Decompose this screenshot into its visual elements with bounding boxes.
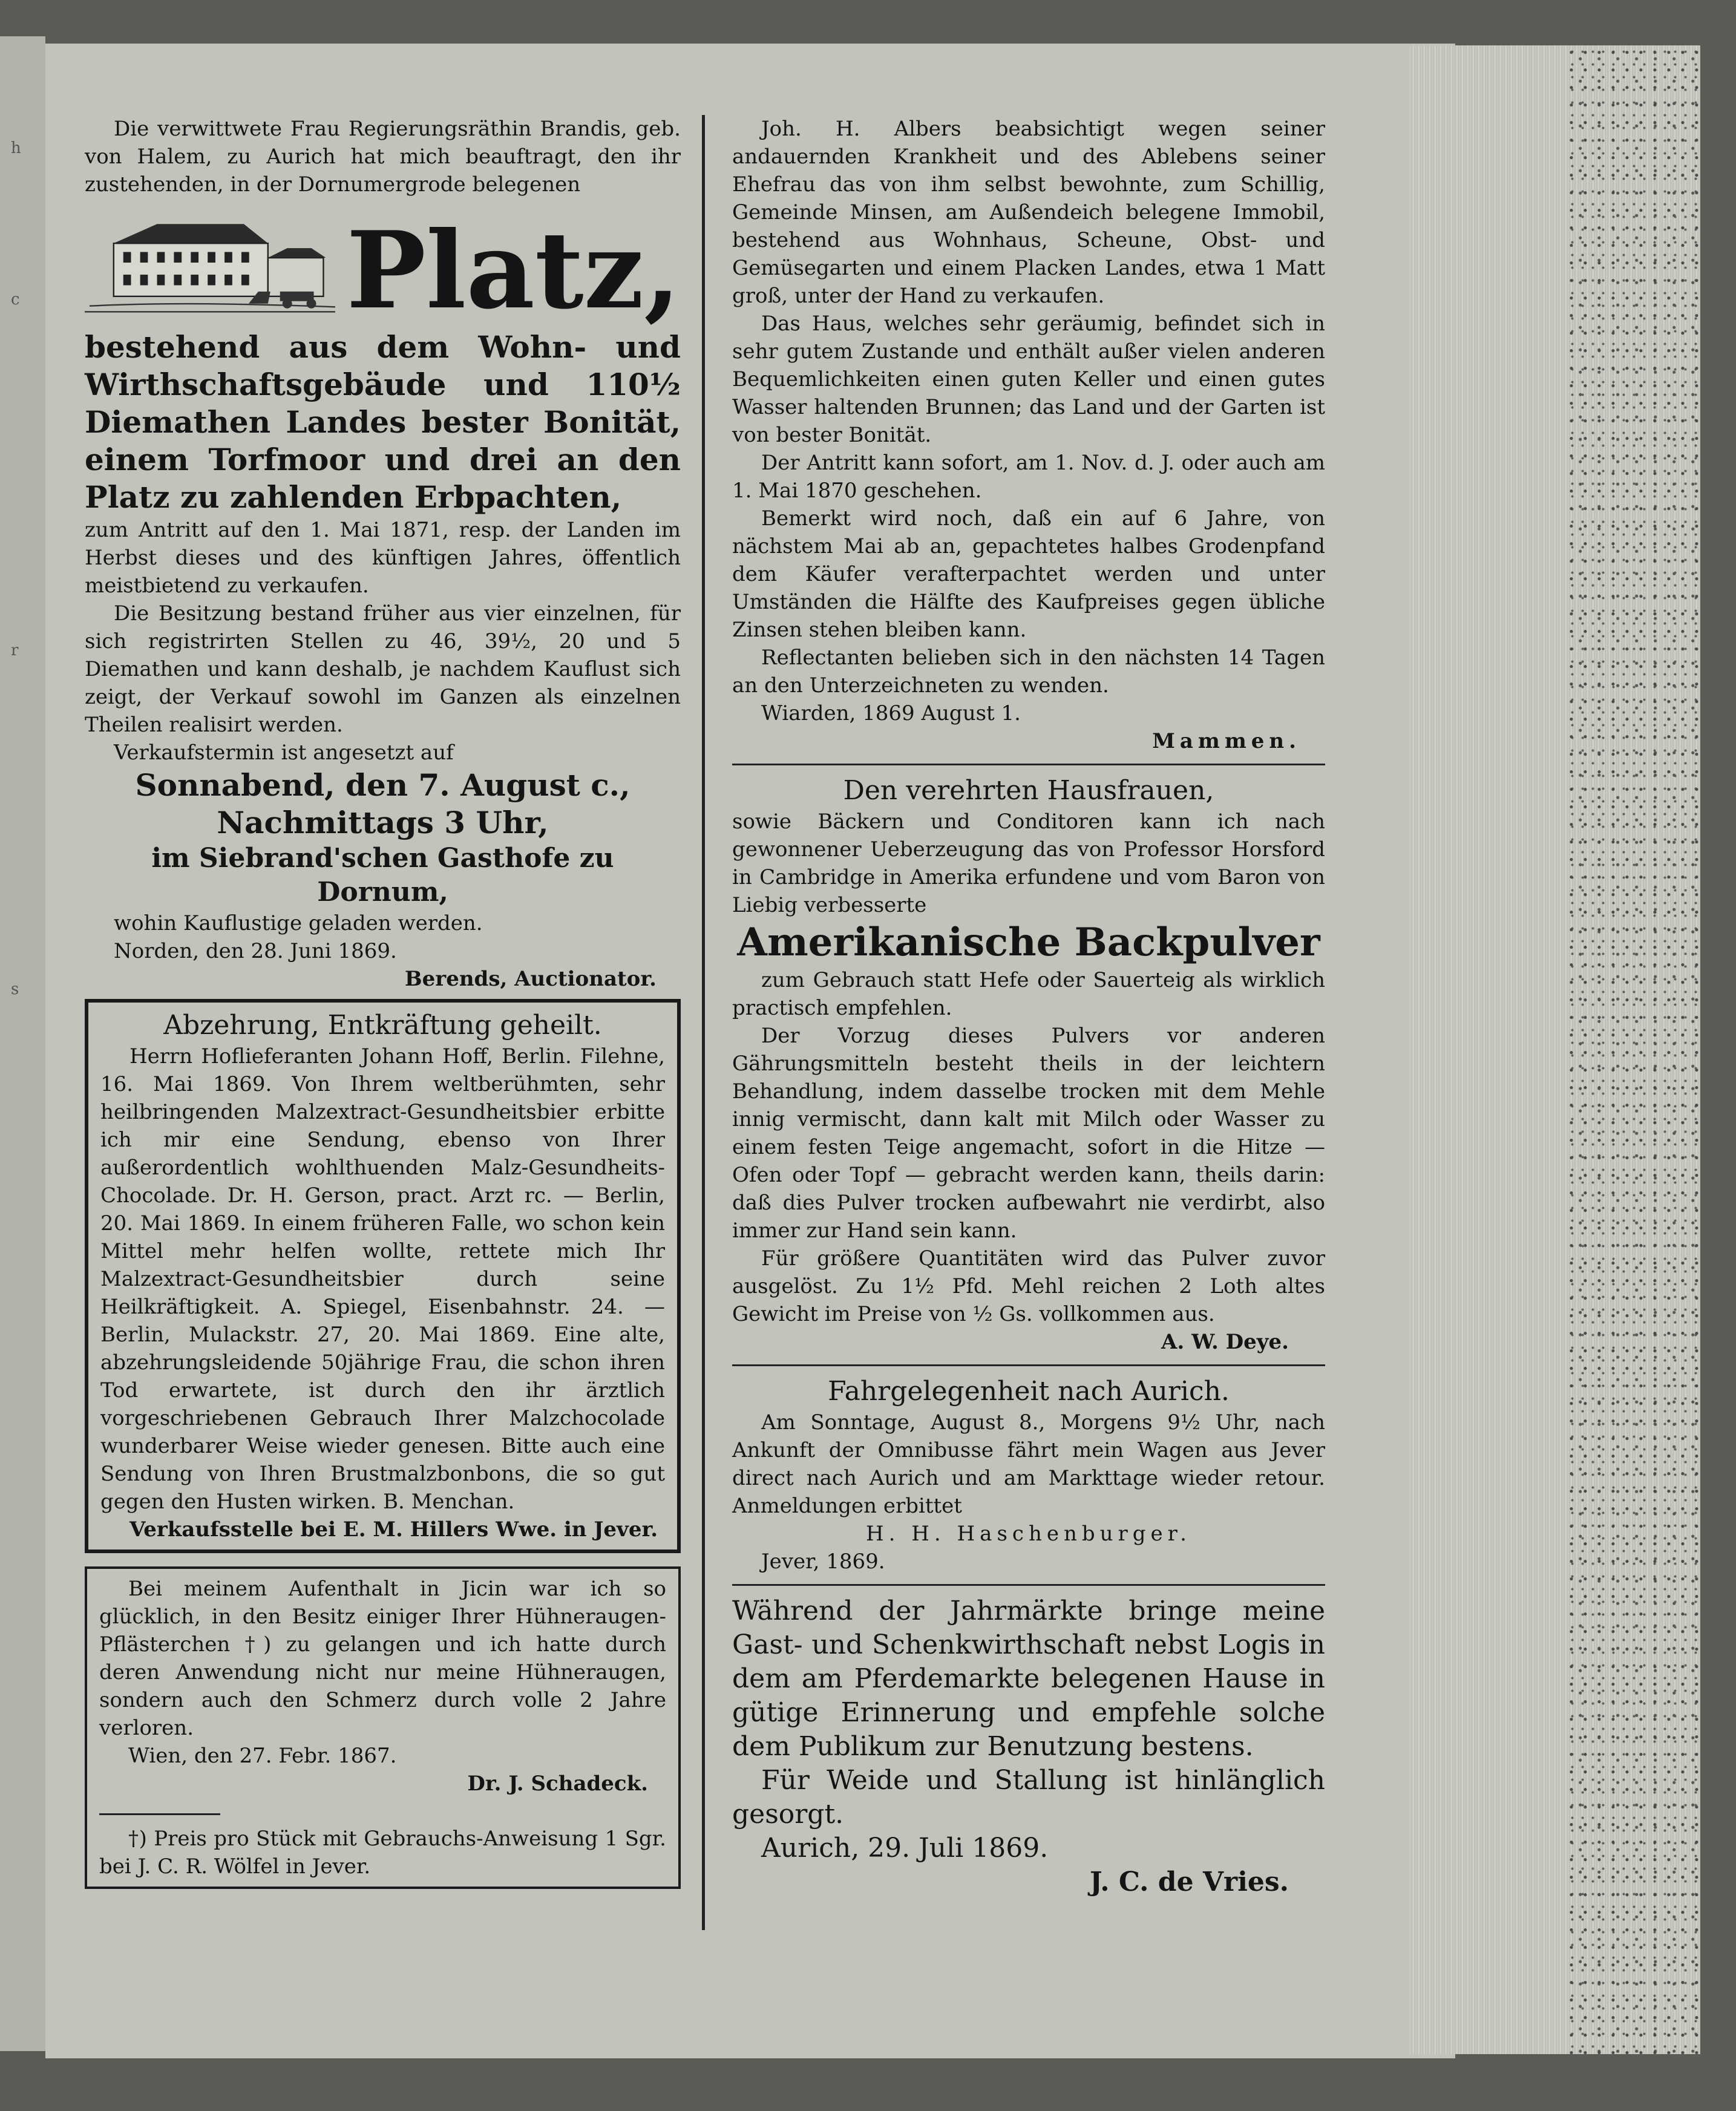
backpulver-product: Amerikanische Backpulver [737,920,1320,965]
platz-advertisement [85,115,681,993]
backpulver-headline: Den verehrten Hausfrauen, [843,775,1214,806]
backpulver-body: Der Vorzug dieses Pulvers vor anderen Gährungsmitteln besteht theils in der leichtern Behandlung, indem dasselbe trocken mit dem Mehle innig vermischt, dann kalt mit Milch oder Wasser zu einem festen Teige angemacht, sofort in die Hitze — Ofen oder Topf — gebracht werden kann, theils darin: daß dies Pulver trocken aufbewahrt nie verdirbt, also immer zur Hand sein kann. [732,1024,1325,1243]
platz-dateline: Norden, den 28. Juni 1869. [114,939,397,963]
platz-invite: wohin Kauflustige geladen werden. [114,911,483,935]
backpulver-body-2: Für größere Quantitäten wird das Pulver zuvor ausgelöst. Zu 1½ Pfd. Mehl reichen 2 Loth altes Gewicht im Preise von ½ Gs. vollkommen aus. [732,1246,1325,1326]
previous-page-gutter [0,36,45,2051]
corn-signature: Dr. J. Schadeck. [467,1772,648,1796]
albers-paragraph-1: Joh. H. Albers beabsichtigt wegen seiner andauernden Krankheit und des Ablebens seiner Ehefrau das von ihm selbst bewohnte, zum Schillig, Gemeinde Minsen, am Außendeich belegene Immobil, bestehend aus Wohnhaus, Scheune, Obst- und Gemüsegarten und einem Placken Landes, etwa 1 Matt groß, unter der Hand zu verkaufen. [732,117,1325,308]
manor-house-illustration [85,201,335,329]
separator-rule [732,1584,1325,1586]
albers-paragraph-3: Der Antritt kann sofort, am 1. Nov. d. J. oder auch am 1. Mai 1870 geschehen. [732,451,1325,503]
platz-signature: Berends, Auctionator. [404,967,657,991]
malz-advertisement [85,999,681,1553]
gutter-fragment: s [11,980,19,998]
backpulver-advertisement [732,774,1325,1356]
platz-subheadline: bestehend aus dem Wohn- und Wirthschaftsgebäude und 110½ Diemathen Landes bester Bonität, einem Torfmoor und drei an den Platz zu zahlenden Erbpachten, [85,329,681,515]
backpulver-intro: sowie Bäckern und Conditoren kann ich nach gewonnener Ueberzeugung das von Professor Horsford in Cambridge in Amerika erfundene und vom Baron von Liebig verbesserte [732,810,1325,917]
platz-intro: Die verwittwete Frau Regierungsräthin Brandis, geb. von Halem, zu Aurich hat mich beauftragt, den ihr zustehenden, in der Dornumergrode belegenen [85,117,681,197]
platz-termin-day: Sonnabend, den 7. August c., [135,767,631,803]
malz-outlet: Verkaufsstelle bei E. M. Hillers Wwe. in Jever. [129,1517,658,1542]
albers-paragraph-2: Das Haus, welches sehr geräumig, befindet sich in sehr gutem Zustande und enthält außer vielen anderen Bequemlichkeiten einen guten Keller und einen gutes Wasser haltenden Brunnen; das Land und der Garten ist von bester Bonität. [732,312,1325,447]
foxing-speckles [1567,45,1700,2054]
albers-signature: Mammen. [1152,729,1301,753]
corn-footnote: †) Preis pro Stück mit Gebrauchs-Anweisung 1 Sgr. bei J. C. R. Wölfel in Jever. [99,1827,666,1879]
albers-dateline: Wiarden, 1869 August 1. [761,701,1021,725]
fahrt-body: Am Sonntage, August 8., Morgens 9½ Uhr, nach Ankunft der Omnibusse fährt mein Wagen aus Jever direct nach Aurich und am Markttage wieder retour. Anmeldungen erbittet [732,1410,1325,1518]
fahrt-dateline: Jever, 1869. [761,1550,885,1574]
jahrmarkt-body: Während der Jahrmärkte bringe meine Gast- und Schenkwirthschaft nebst Logis in dem am Pferdemarkte belegenen Hause in gütige Erinnerung und empfehle solche dem Publikum zur Benutzung bestens. [732,1596,1325,1762]
corn-plaster-advertisement [85,1566,681,1889]
albers-advertisement [732,115,1325,755]
gutter-fragment: h [11,139,21,157]
corn-body: Bei meinem Aufenthalt in Jicin war ich so glücklich, in den Besitz einiger Ihrer Hühneraugen-Pflästerchen †) zu gelangen und ich hatte durch deren Anwendung nicht nur meine Hühneraugen, sondern auch den Schmerz durch volle 2 Jahre verloren. [99,1577,666,1740]
gutter-fragment: r [11,641,19,659]
albers-paragraph-4: Bemerkt wird noch, daß ein auf 6 Jahre, von nächstem Mai ab an, gepachtetes halbes Grodenpfand dem Käufer verafterpachtet werden und unter Umständen die Hälfte des Kaufpreises gegen übliche Zinsen stehen bleiben kann. [732,506,1325,642]
platz-termin-time: Nachmittags 3 Uhr, [217,805,549,840]
fahrt-advertisement [732,1375,1325,1576]
jahrmarkt-signature: J. C. de Vries. [1089,1867,1289,1897]
fahrt-headline: Fahrgelegenheit nach Aurich. [828,1376,1230,1407]
jahrmarkt-advertisement [732,1594,1325,1899]
platz-header-row [85,198,681,333]
gutter-fragment: c [11,290,20,309]
platz-body-2: Die Besitzung bestand früher aus vier einzelnen, für sich registrirten Stellen zu 46, 39½, 20 und 5 Diemathen und kann deshalb, je nachdem Kauflust sich zeigt, der Verkauf sowohl im Ganzen als einzelnen Theilen realisirt werden. [85,601,681,737]
jahrmarkt-dateline: Aurich, 29. Juli 1869. [761,1833,1049,1864]
left-column [85,115,681,1889]
right-column [732,115,1325,1899]
backpulver-signature: A. W. Deye. [1161,1330,1289,1354]
albers-paragraph-5: Reflectanten belieben sich in den nächsten 14 Tagen an den Unterzeichneten zu wenden. [732,646,1325,698]
malz-body: Herrn Hoflieferanten Johann Hoff, Berlin. Filehne, 16. Mai 1869. Von Ihrem weltberühmten, sehr heilbringenden Malzextract-Gesundheitsbier erbitte ich mir eine Sendung, ebenso von Ihrer außerordentlich wohlthuenden Malz-Gesundheits-Chocolade. Dr. H. Gerson, pract. Arzt rc. — Berlin, 20. Mai 1869. In einem früheren Falle, wo schon kein Mittel mehr helfen wollte, rettete mich Ihr Malzextract-Gesundheitsbier durch seine Heilkräftigkeit. A. Spiegel, Eisenbahnstr. 24. — Berlin, Mulackstr. 27, 20. Mai 1869. Eine alte, abzehrungsleidende 50jährige Frau, die schon ihren Tod erwartete, ist durch den ihr ärztlich vorgeschriebenen Gebrauch Ihrer Malzchocolade wunderbarer Weise wieder genesen. Bitte auch eine Sendung von Ihren Brustmalzbonbons, die so gut gegen den Husten wirken. B. Menchan. [100,1044,665,1514]
book-page-edges [1410,45,1700,2054]
malz-headline: Abzehrung, Entkräftung geheilt. [163,1010,602,1041]
platz-termin-place: im Siebrand'schen Gasthofe zu Dornum, [151,843,614,908]
corn-dateline: Wien, den 27. Febr. 1867. [128,1744,397,1768]
separator-rule [732,764,1325,765]
separator-rule [732,1364,1325,1366]
backpulver-use: zum Gebrauch statt Hefe oder Sauerteig als wirklich practisch empfehlen. [732,968,1325,1020]
platz-headline: Platz, [346,209,681,333]
platz-body-1: zum Antritt auf den 1. Mai 1871, resp. der Landen im Herbst dieses und des künftigen Jahres, öffentlich meistbietend zu verkaufen. [85,518,681,598]
jahrmarkt-body-2: Für Weide und Stallung ist hinlänglich gesorgt. [732,1765,1325,1830]
fahrt-signature: H. H. Haschenburger. [866,1522,1191,1546]
footnote-rule [99,1813,220,1815]
platz-termin-intro: Verkaufstermin ist angesetzt auf [114,741,454,765]
column-divider [702,115,705,1930]
